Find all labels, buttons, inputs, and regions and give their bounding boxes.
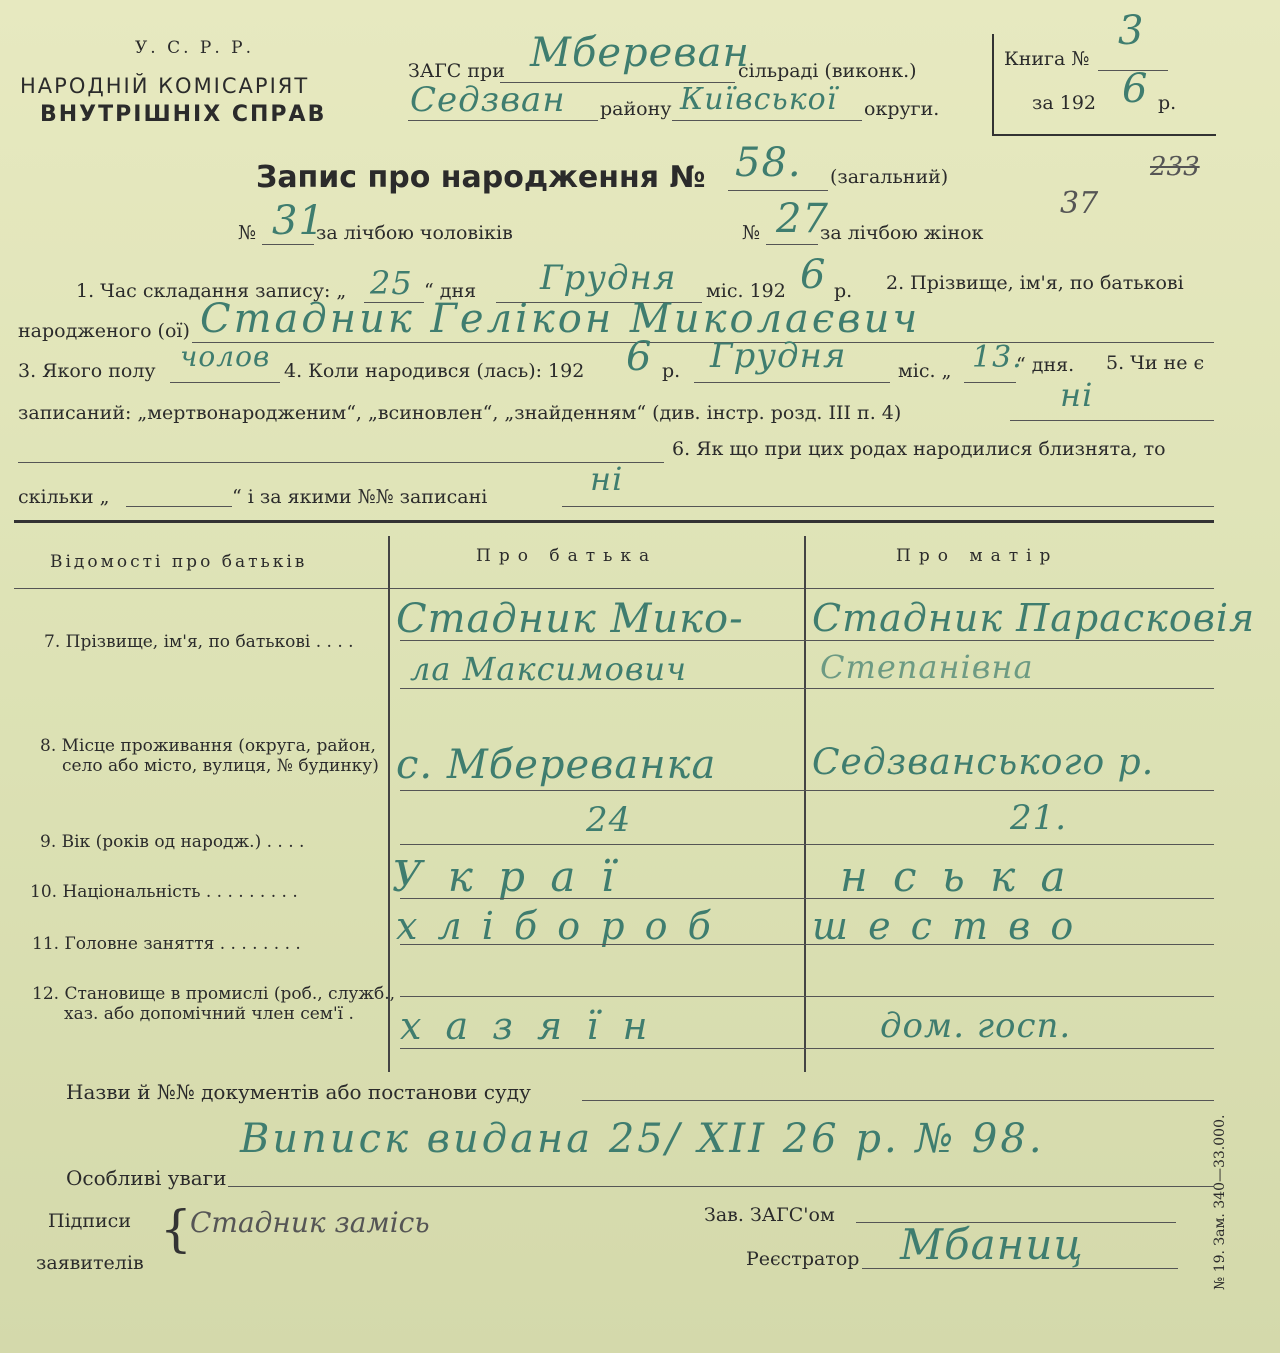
field6-label: 6. Як що при цих родах народилися близнята, то [672,438,1166,460]
docs-label: Назви й №№ документів або постанови суду [66,1080,531,1104]
field6-value-line [562,506,1214,507]
applicants-label: заявителів [36,1252,144,1274]
field3-line [170,382,280,383]
field1-r: р. [834,280,853,302]
registrar-signature: Мбаниц [900,1220,1084,1269]
zags-prefix: ЗАГС при [408,60,505,82]
book-label: Книга № [1004,48,1090,70]
field4-dnya: “ дня. [1016,354,1075,376]
row7-father: Стадник Мико- [396,596,744,642]
row7-mother: Стадник Парасковія [812,596,1256,640]
remarks-value: Виписк видана 25/ XII 26 р. № 98. [240,1116,1045,1162]
field2-label2: народженого (ої) [18,320,190,342]
table-col2-header: Про батька [476,546,658,566]
signature-brace: { [160,1200,192,1258]
remarks-label: Особливі уваги [66,1166,227,1190]
registrar-line [862,1268,1178,1269]
field5-label: 5. Чи не є [1106,352,1205,374]
field4-month: Грудня [710,336,847,376]
field4-day-line [964,382,1016,383]
row9-label: 9. Вік (років од народж.) . . . . [40,832,305,852]
field1-mid: “ дня [424,280,477,302]
book-number: 3 [1118,8,1145,54]
selrada-label: сільраді (виконк.) [738,60,917,82]
pencil-number: 37 [1060,186,1099,221]
male-label: за лічбою чоловіків [316,222,513,244]
row8-label: 8. Місце проживання (округа, район, [40,736,376,756]
field1-month: Грудня [540,258,677,298]
registrar-label: Реєстратор [746,1248,860,1270]
signatures-label: Підписи [48,1210,131,1232]
row12-line2 [400,1048,1214,1049]
row12-label2: хаз. або допомічний член сем'ї . [64,1004,354,1024]
zags-village-value: Мбереван [530,30,750,76]
row8-mother: Седзванського р. [812,742,1155,783]
district-value: Седзван [410,80,566,120]
field4-r: р. [662,360,681,382]
row10-label: 10. Національність . . . . . . . . . [30,882,298,902]
book-year-suffix: р. [1158,92,1177,114]
okruhy-label: округи. [864,98,940,120]
row11-father: х л і б о р о б [396,904,715,948]
male-number-line [262,244,314,245]
table-header-rule [14,588,1214,589]
ministry-label: ВНУТРІШНІХ СПРАВ [40,102,327,127]
row12-father: х а з я ї н [400,1004,654,1048]
record-number-line [728,190,828,191]
republic-label: У. С. Р. Р. [135,38,254,58]
book-year-prefix: за 192 [1032,92,1096,114]
field3-value: чолов [180,340,271,373]
female-number-line [766,244,818,245]
general-label: (загальний) [830,166,949,188]
field5-value: ні [1060,376,1094,414]
field2-value: Стадник Гелікон Миколаєвич [200,296,921,342]
table-col-divider-2 [804,536,806,1072]
row10-father: У к р а ї [392,852,621,901]
field6-blank-line [18,462,664,463]
field5-line [1010,420,1214,421]
row7-line2 [400,688,1214,689]
row8-label2: село або місто, вулиця, № будинку) [62,756,379,776]
field6-label2a: скільки „ [18,486,110,508]
female-label: за лічбою жінок [820,222,984,244]
row8-line [400,790,1214,791]
field4-month-line [694,382,890,383]
raion-label: району [600,98,672,120]
row7-father2: ла Максимович [410,650,688,688]
okruha-value: Київської [680,82,838,117]
remarks-line [228,1186,1214,1187]
field1-label: 1. Час складання запису: „ [76,280,347,302]
field4-year: 6 [626,334,653,380]
table-top-rule [14,520,1214,523]
field6-value: ні [590,460,624,498]
table-col1-header: Відомості про батьків [50,552,308,572]
field2-label: 2. Прізвище, ім'я, по батькові [886,272,1184,294]
row8-father: с. Мбереванка [396,742,717,788]
row11-line [400,944,1214,945]
row9-line [400,844,1214,845]
female-prefix: № [742,222,760,244]
commissariat-label: НАРОДНІЙ КОМІСАРІЯТ [20,74,310,98]
book-year-digit: 6 [1122,66,1149,112]
row7-mother2: Степанівна [820,648,1034,686]
district-line [408,120,598,121]
field6-label2b: “ і за якими №№ записані [232,486,488,508]
field4-day: 13. [972,340,1023,375]
male-prefix: № [238,222,256,244]
row12-mother: дом. госп. [880,1006,1072,1046]
female-number: 27 [776,196,829,242]
male-number: 31 [272,198,325,244]
field4-label: 4. Коли народився (лась): 192 [284,360,585,382]
row11-mother: ш е с т в о [812,904,1078,948]
table-col3-header: Про матір [896,546,1059,566]
field4-mis: міс. „ [898,360,952,382]
record-number: 58. [735,140,802,186]
field1-mis: міс. 192 [706,280,786,302]
row9-father: 24 [586,800,632,840]
side-print: № 19. Зам. 340—33.000. [1212,1114,1228,1290]
field6-count-line [126,506,232,507]
row10-mother: н с ь к а [840,852,1072,901]
field1-year: 6 [800,252,827,298]
field5-label2: записаний: „мертвонародженим“, „всиновлен“, „знайденням“ (див. інстр. розд. III п. 4) [18,402,902,424]
head-label: Зав. ЗАГС'ом [704,1204,835,1226]
row9-mother: 21. [1010,798,1068,838]
okruha-line [672,120,862,121]
struck-number: 233 [1150,152,1200,182]
row11-label: 11. Головне заняття . . . . . . . . [32,934,301,954]
docs-line [582,1100,1214,1101]
field3-label: 3. Якого полу [18,360,156,382]
row12-line1 [400,996,1214,997]
applicant-signature: Стадник замісь [190,1206,430,1239]
row7-line1 [400,640,1214,641]
row10-line [400,898,1214,899]
field2-line [192,342,1214,343]
row7-label: 7. Прізвище, ім'я, по батькові . . . . [44,632,354,652]
row12-label: 12. Становище в промислі (роб., служб., [32,984,396,1004]
record-title: Запис про народження № [256,160,706,195]
field1-day: 25 [370,264,413,302]
